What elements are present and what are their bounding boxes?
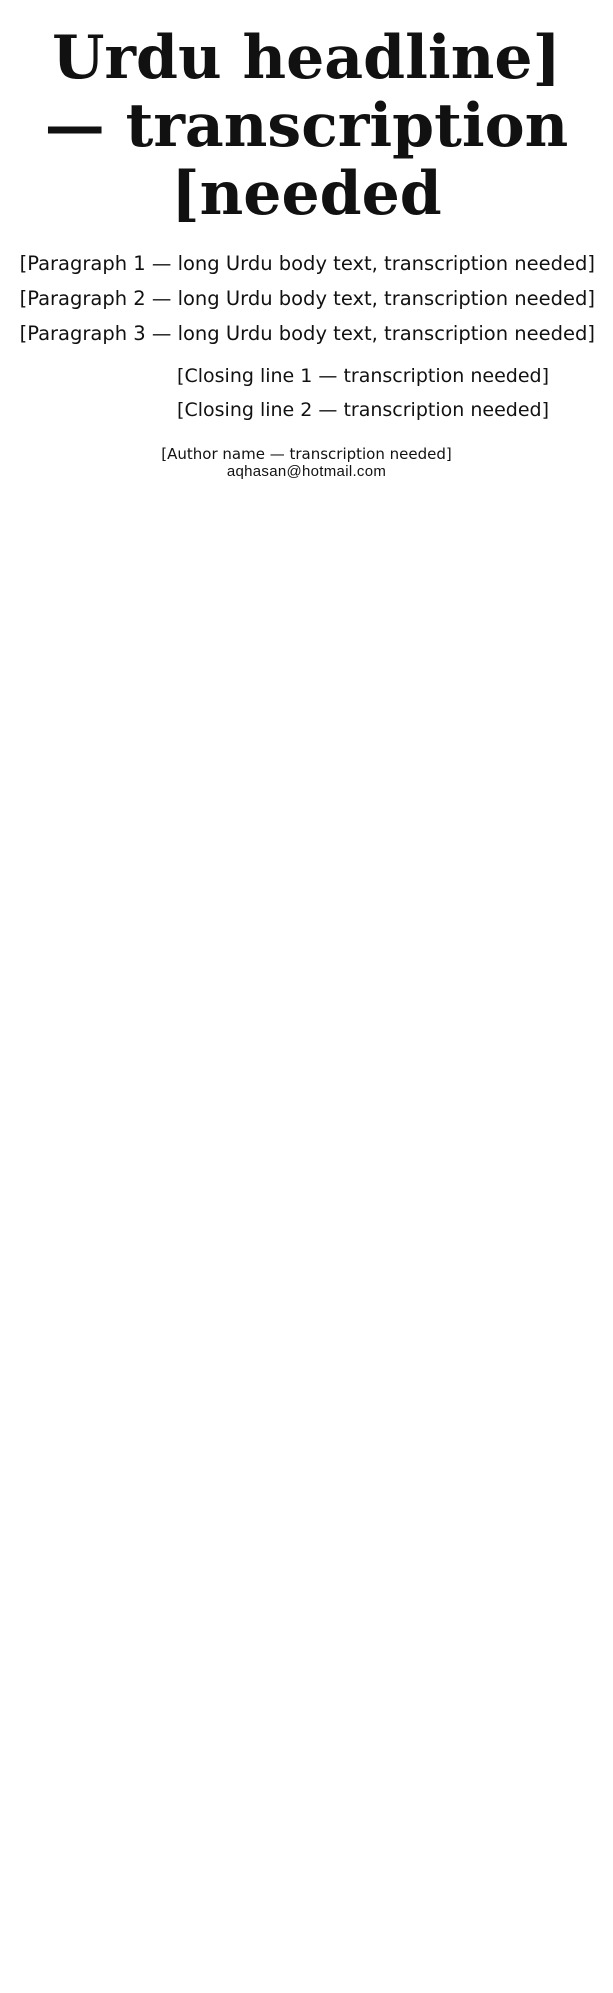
closing-verse	[18, 359, 595, 427]
article-paragraph-2: [Paragraph 2 — long Urdu body text, transcription needed]	[19, 287, 595, 310]
closing-line-1: [Closing line 1 — transcription needed]	[177, 365, 549, 387]
article-paragraph-3: [Paragraph 3 — long Urdu body text, transcription needed]	[19, 322, 595, 345]
article-title: [Urdu headline — transcription needed]	[44, 23, 569, 229]
author-name: [Author name — transcription needed]	[161, 445, 452, 463]
article-paragraph-1: [Paragraph 1 — long Urdu body text, transcription needed]	[19, 252, 595, 275]
article-body	[18, 246, 595, 351]
closing-line-2: [Closing line 2 — transcription needed]	[177, 399, 549, 421]
author-email: aqhasan@hotmail.com	[226, 463, 387, 480]
